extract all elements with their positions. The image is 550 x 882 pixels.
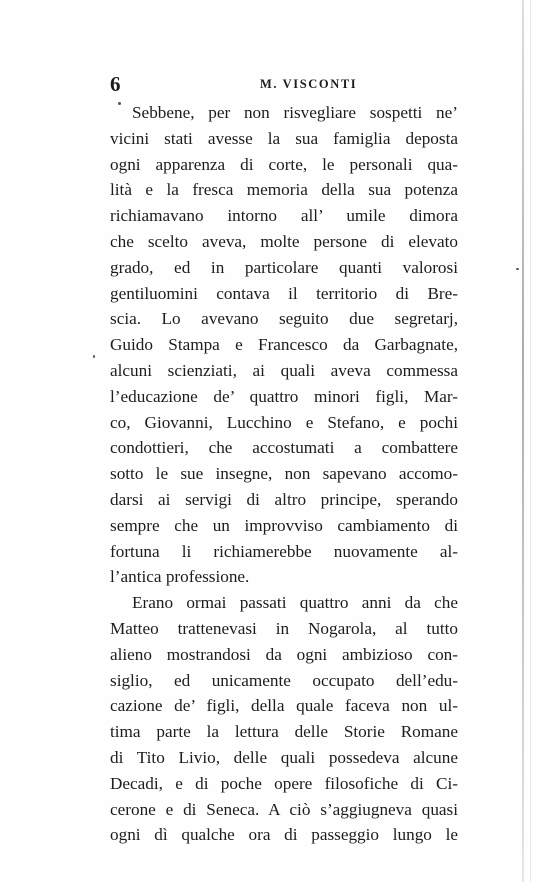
text-line: ogni apparenza di corte, le personali qua- — [110, 154, 458, 174]
text-line: fortuna li richiamerebbe nuovamente al- — [110, 541, 458, 561]
text-line: ogni dì qualche ora di passeggio lungo le — [110, 825, 458, 845]
text-line: sempre che un improvviso cambiamento di — [110, 515, 458, 535]
page-header — [110, 72, 458, 100]
text-line: scia. Lo avevano seguito due segretarj, — [110, 309, 458, 329]
text-line: richiamavano intorno all’ umile dimora — [110, 206, 458, 226]
text-line: co, Giovanni, Lucchino e Stefano, e pochi — [110, 412, 458, 432]
text-line: darsi ai servigi di altro principe, sperando — [110, 489, 458, 509]
page-edge-line-secondary — [530, 0, 531, 882]
text-line: Erano ormai passati quattro anni da che — [132, 593, 458, 613]
text-line: Sebbene, per non risvegliare sospetti ne’ — [132, 103, 458, 122]
text-line: Matteo trattenevasi in Nogarola, al tutto — [110, 618, 458, 638]
page-number: 6 — [110, 72, 121, 96]
ink-speck — [93, 355, 95, 358]
text-line: alieno mostrandosi da ogni ambizioso con- — [110, 644, 458, 664]
body-text — [110, 100, 458, 848]
text-line: alcuni scienziati, ai quali aveva commessa — [110, 360, 458, 380]
ink-speck — [516, 268, 519, 270]
text-line: tima parte la lettura delle Storie Romane — [110, 722, 458, 742]
text-line: l’antica professione. — [110, 567, 250, 587]
text-line: cazione de’ figli, della quale faceva non ul- — [110, 696, 458, 716]
text-line: gentiluomini contava il territorio di Bre- — [110, 283, 458, 303]
text-line: di Tito Livio, delle quali possedeva alcune — [110, 747, 458, 767]
text-line: che scelto aveva, molte persone di elevato — [110, 231, 458, 251]
running-head: M. VISCONTI — [260, 77, 358, 91]
text-line: lità e la fresca memoria della sua potenza — [110, 180, 458, 200]
text-line: grado, ed in particolare quanti valorosi — [110, 257, 458, 277]
text-line: cerone e di Seneca. A ciò s’aggiugneva quasi — [110, 799, 458, 819]
text-line: Guido Stampa e Francesco da Garbagnate, — [110, 335, 458, 355]
text-line: condottieri, che accostumati a combattere — [110, 438, 458, 458]
text-line: l’educazione de’ quattro minori figli, Mar- — [110, 386, 458, 406]
text-line: sotto le sue insegne, non sapevano accomo- — [110, 464, 458, 484]
ink-speck — [118, 102, 121, 105]
text-line: siglio, ed unicamente occupato dell’edu- — [110, 670, 458, 690]
page-edge-line — [522, 0, 524, 882]
text-line: Decadi, e di poche opere filosofiche di Ci- — [110, 773, 458, 793]
text-line: vicini stati avesse la sua famiglia deposta — [110, 128, 458, 148]
